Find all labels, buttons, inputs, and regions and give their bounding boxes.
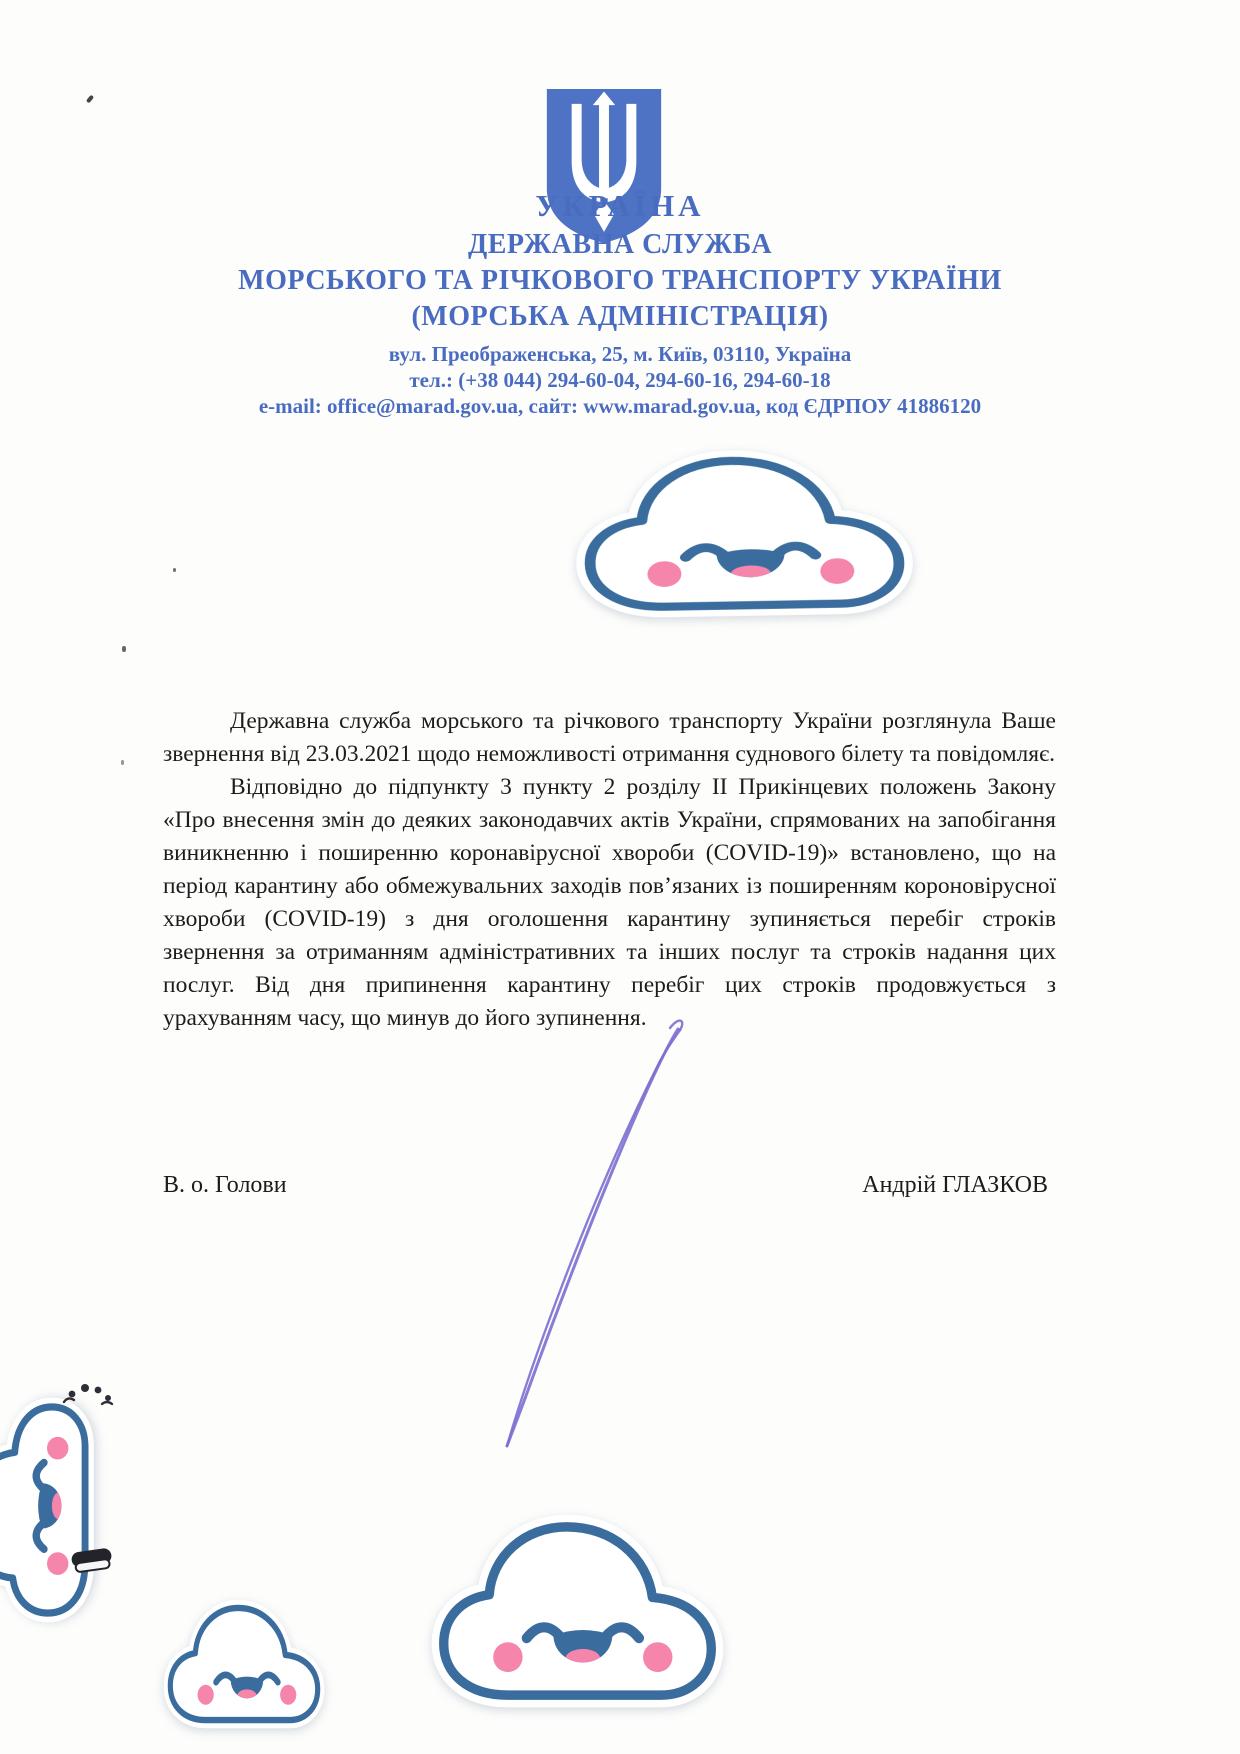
scan-artifact [173,568,176,572]
country-title: УКРАЇНА [535,188,705,223]
body-paragraph-1: Державна служба морського та річкового транспорту України розглянула Ваше звернення від 23.03.2021 щодо неможливості отримання суднового білету та повідомляє. [163,708,1056,767]
happy-cloud-sticker-icon [160,1588,328,1740]
body-paragraph-2: Відповідно до підпункту 3 пункту 2 розділу II Прикінцевих положень Закону «Про внесення змін до деяких законодавчих актів України, спрямованих на запобігання виникненню і поширенню коронавірусної хвороби (COVID-19)» встановлено, що на період карантину або обмежувальних заходів пов’язаних із поширенням короновірусної хвороби (COVID-19) з дня оголошення карантину зупиняється перебіг строків звернення за отриманням адміністративних та інших послуг та строків надання цих послуг. Від дня припинення карантину перебіг цих строків продовжується з урахуванням часу, що минув до його зупинення. [163,774,1056,1031]
org-name-line3: (МОРСЬКА АДМІНІСТРАЦІЯ) [411,301,829,332]
signer-position-title: В. о. Голови [163,1172,287,1198]
org-name-line1: ДЕРЖАВНА СЛУЖБА [467,229,773,260]
scan-artifact [121,760,124,765]
happy-cloud-sticker-icon [425,1497,730,1725]
signer-name: Андрій ГЛАЗКОВ [862,1172,1048,1198]
sticker-plug-doodle-icon [68,1545,117,1577]
handwritten-signature-icon [435,1005,705,1460]
org-phone: тел.: (+38 044) 294-60-04, 294-60-16, 294-60-18 [409,368,831,392]
happy-cloud-sticker-icon [0,1393,107,1628]
org-name-line2: МОРСЬКОГО ТА РІЧКОВОГО ТРАНСПОРТУ УКРАЇНИ [238,265,1002,296]
sticker-doodle-marks-icon [58,1382,120,1408]
happy-cloud-sticker-icon [566,432,921,634]
scan-artifact [122,646,126,652]
letter-body [163,705,1056,1035]
scan-artifact [86,95,94,104]
org-address: вул. Преображенська, 25, м. Київ, 03110, Україна [388,342,852,366]
org-contacts: e-mail: office@marad.gov.ua, сайт: www.marad.gov.ua, код ЄДРПОУ 41886120 [258,394,982,418]
